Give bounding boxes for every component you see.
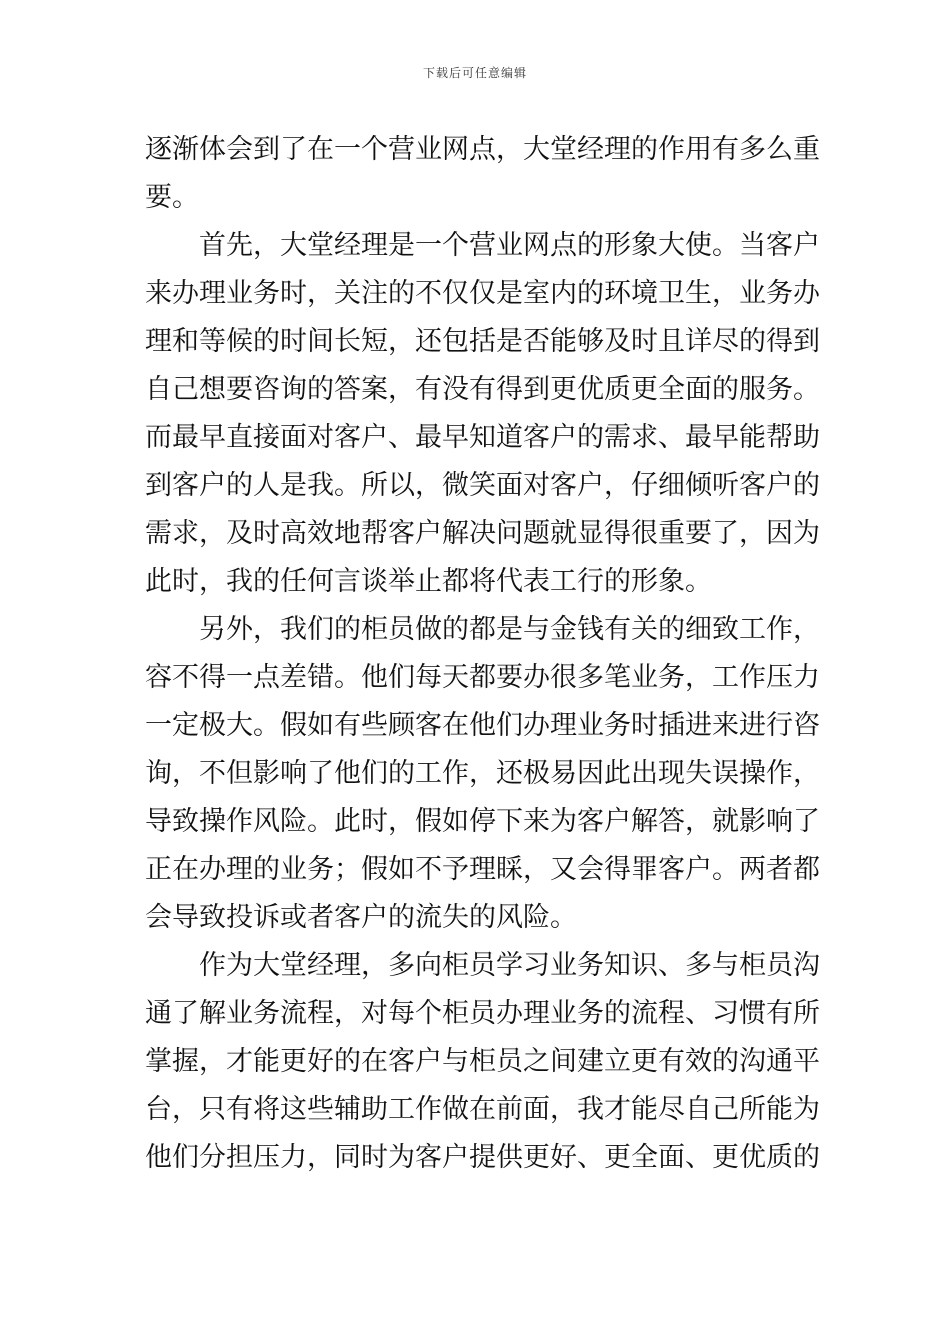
paragraph-start-line: 作为大堂经理，多向柜员学习业务知识、多与柜员沟 <box>199 950 820 981</box>
text-line: 容不得一点差错。他们每天都要办很多笔业务，工作压力 <box>145 662 820 693</box>
text-line: 掌握，才能更好的在客户与柜员之间建立更有效的沟通平 <box>145 1046 820 1077</box>
text-line: 来办理业务时，关注的不仅仅是室内的环境卫生，业务办 <box>145 278 820 309</box>
text-line: 自己想要咨询的答案，有没有得到更优质更全面的服务。 <box>145 374 820 405</box>
text-line: 要。 <box>145 182 199 213</box>
text-line: 理和等候的时间长短，还包括是否能够及时且详尽的得到 <box>145 326 820 357</box>
text-line: 导致操作风险。此时，假如停下来为客户解答，就影响了 <box>145 806 820 837</box>
text-line: 他们分担压力，同时为客户提供更好、更全面、更优质的 <box>145 1142 820 1173</box>
document-body <box>145 126 820 1182</box>
text-line: 台，只有将这些辅助工作做在前面，我才能尽自己所能为 <box>145 1094 820 1125</box>
text-line: 会导致投诉或者客户的流失的风险。 <box>145 902 577 933</box>
text-line: 一定极大。假如有些顾客在他们办理业务时插进来进行咨 <box>145 710 820 741</box>
paragraph-start-line: 另外，我们的柜员做的都是与金钱有关的细致工作， <box>199 614 820 645</box>
text-line: 逐渐体会到了在一个营业网点，大堂经理的作用有多么重 <box>145 134 820 165</box>
text-line: 需求，及时高效地帮客户解决问题就显得很重要了，因为 <box>145 518 820 549</box>
text-line: 到客户的人是我。所以，微笑面对客户，仔细倾听客户的 <box>145 470 820 501</box>
text-line: 正在办理的业务；假如不予理睬，又会得罪客户。两者都 <box>145 854 820 885</box>
text-line: 询，不但影响了他们的工作，还极易因此出现失误操作， <box>145 758 820 789</box>
page-header: 下载后可任意编辑 <box>422 66 527 80</box>
text-line: 此时，我的任何言谈举止都将代表工行的形象。 <box>145 566 712 597</box>
text-line: 而最早直接面对客户、最早知道客户的需求、最早能帮助 <box>145 422 820 453</box>
paragraph-start-line: 首先，大堂经理是一个营业网点的形象大使。当客户 <box>199 230 820 261</box>
text-line: 通了解业务流程，对每个柜员办理业务的流程、习惯有所 <box>145 998 820 1029</box>
